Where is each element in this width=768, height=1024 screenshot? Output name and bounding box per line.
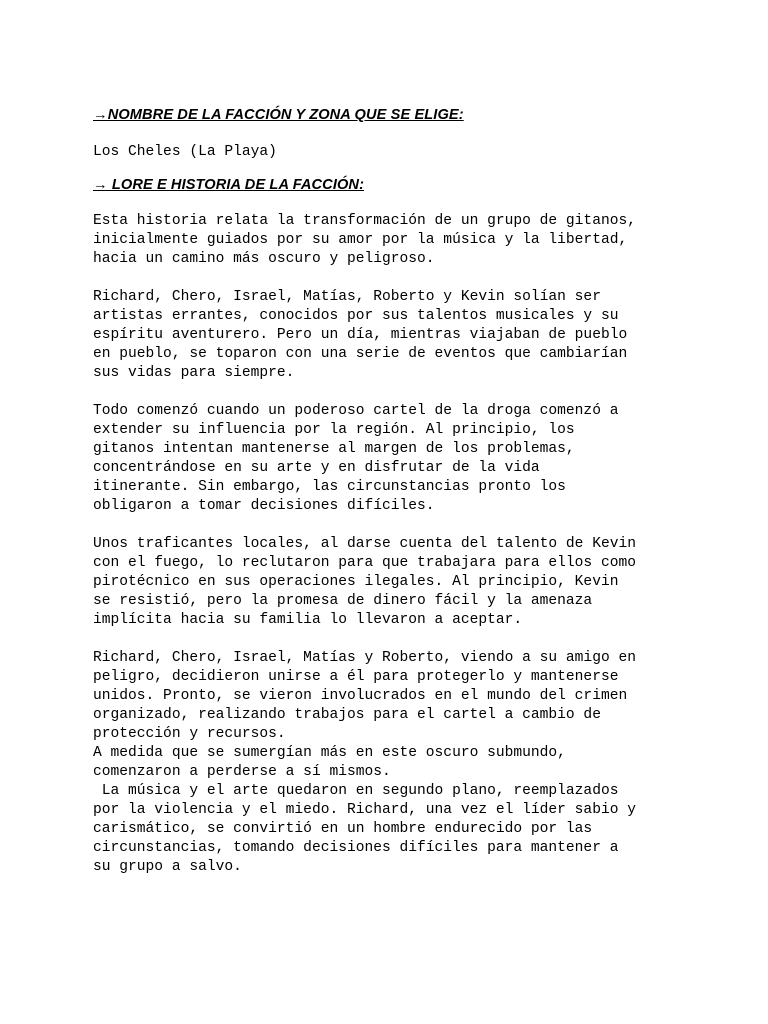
lore-paragraph-5: Richard, Chero, Israel, Matías y Roberto, viendo a su amigo en peligro, decidieron unirse a él para protegerlo y mantenerse unidos. Pronto, se vieron involucrados en el mundo del crimen organizado, realizando trabajos para el cartel a cambio de protección y recursos. A medida que se sumergían más en este oscuro submundo, comenzaron a perderse a sí mismos. La música y el arte quedaron en segundo plano, reemplazados por la violencia y el miedo. Richard, una vez el líder sabio y carismático, se convirtió en un hombre endurecido por las circunstancias, tomando decisiones difíciles para mantener a su grupo a salvo.: [93, 650, 636, 875]
faction-heading: →NOMBRE DE LA FACCIÓN Y ZONA QUE SE ELIGE:: [93, 107, 464, 123]
lore-paragraph-2: Richard, Chero, Israel, Matías, Roberto y Kevin solían ser artistas errantes, conocidos por sus talentos musicales y su espíritu aventurero. Pero un día, mientras viajaban de pueblo en pueblo, se toparon con una serie de eventos que cambiarían sus vidas para siempre.: [93, 289, 628, 381]
lore-paragraph-3: Todo comenzó cuando un poderoso cartel de la droga comenzó a extender su influencia por la región. Al principio, los gitanos intentan mantenerse al margen de los problemas, concentrándose en su arte y en disfrutar de la vida itinerante. Sin embargo, las circunstancias pronto los obligaron a tomar decisiones difíciles.: [93, 403, 619, 514]
lore-heading: → LORE E HISTORIA DE LA FACCIÓN:: [93, 177, 365, 193]
document-page: [93, 104, 693, 877]
lore-paragraph-4: Unos traficantes locales, al darse cuenta del talento de Kevin con el fuego, lo reclutaron para que trabajara para ellos como pirotécnico en sus operaciones ilegales. Al principio, Kevin se resistió, pero la promesa de dinero fácil y la amenaza implícita hacia su familia lo llevaron a aceptar.: [93, 536, 636, 628]
faction-zone-text: Los Cheles (La Playa): [93, 144, 277, 160]
lore-paragraph-1: Esta historia relata la transformación de un grupo de gitanos, inicialmente guiados por su amor por la música y la libertad, hacia un camino más oscuro y peligroso.: [93, 213, 636, 267]
